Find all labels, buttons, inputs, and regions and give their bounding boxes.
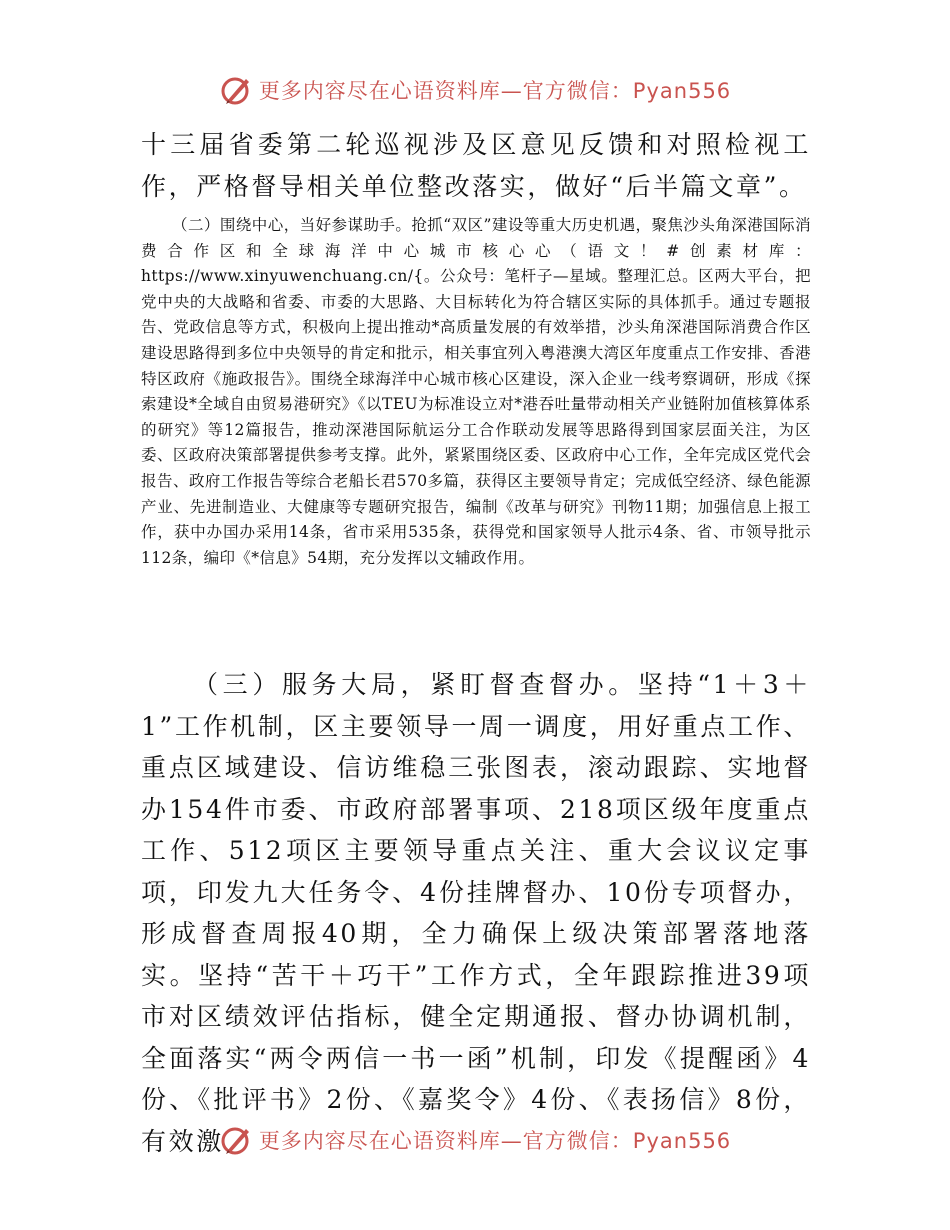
header-watermark bbox=[0, 70, 950, 110]
paragraph-section-two: （二）围绕中心，当好参谋助手。抢抓“双区”建设等重大历史机遇，聚焦沙头角深港国际消费合作区和全球海洋中心城市核心心（语文！#创素材库：https://www.xinyuwenchuang.cn/{。公众号：笔杆子—星域。整理汇总。区两大平台，把党中央的大战略和省委、市委的大思路、大目标转化为符合辖区实际的具体抓手。通过专题报告、党政信息等方式，积极向上提出推动*高质量发展的有效举措，沙头角深港国际消费合作区建设思路得到多位中央领导的肯定和批示，相关事宜列入粤港澳大湾区年度重点工作安排、香港特区政府《施政报告》。围绕全球海洋中心城市核心区建设，深入企业一线考察调研，形成《探索建设*全域自由贸易港研究》《以TEU为标准设立对*港吞吐量带动相关产业链附加值核算体系的研究》等12篇报告，推动深港国际航运分工合作联动发展等思路得到国家层面关注，为区委、区政府决策部署提供参考支撑。此外，紧紧围绕区委、区政府中心工作，全年完成区党代会报告、政府工作报告等综合老船长君570多篇，获得区主要领导肯定；完成低空经济、绿色能源产业、先进制造业、大健康等专题研究报告，编制《改革与研究》刊物11期；加强信息上报工作，获中办国办采用14条，省市采用535条，获得党和国家领导人批示4条、省、市领导批示112条，编印《*信息》54期，充分发挥以文辅政作用。 bbox=[141, 216, 811, 567]
paragraph-section-three: （三）服务大局，紧盯督查督办。坚持“1＋3＋1”工作机制，区主要领导一周一调度，用好重点工作、重点区域建设、信访维稳三张图表，滚动跟踪、实地督办154件市委、市政府部署事项、218项区级年度重点工作、512项区主要领导重点关注、重大会议议定事项，印发九大任务令、4份挂牌督办、10份专项督办，形成督查周报40期，全力确保上级决策部署落地落实。坚持“苦干＋巧干”工作方式，全年跟踪推进39项市对区绩效评估指标，健全定期通报、督办协调机制，全面落实“两令两信一书一函”机制，印发《提醒函》4份、《批评书》2份、《嘉奖令》4份、《表扬信》8份，有效激 bbox=[141, 670, 811, 1156]
header-watermark-text: 更多内容尽在心语资料库—官方微信：Pyan556 bbox=[258, 79, 732, 103]
pen-circle-icon bbox=[219, 1123, 253, 1157]
paragraph-continuation: 十三届省委第二轮巡视涉及区意见反馈和对照检视工作，严格督导相关单位整改落实，做好“后半篇文章”。 bbox=[141, 130, 811, 201]
footer-watermark bbox=[0, 1120, 950, 1160]
pen-circle-icon bbox=[219, 73, 253, 107]
footer-watermark-text: 更多内容尽在心语资料库—官方微信：Pyan556 bbox=[258, 1129, 732, 1153]
